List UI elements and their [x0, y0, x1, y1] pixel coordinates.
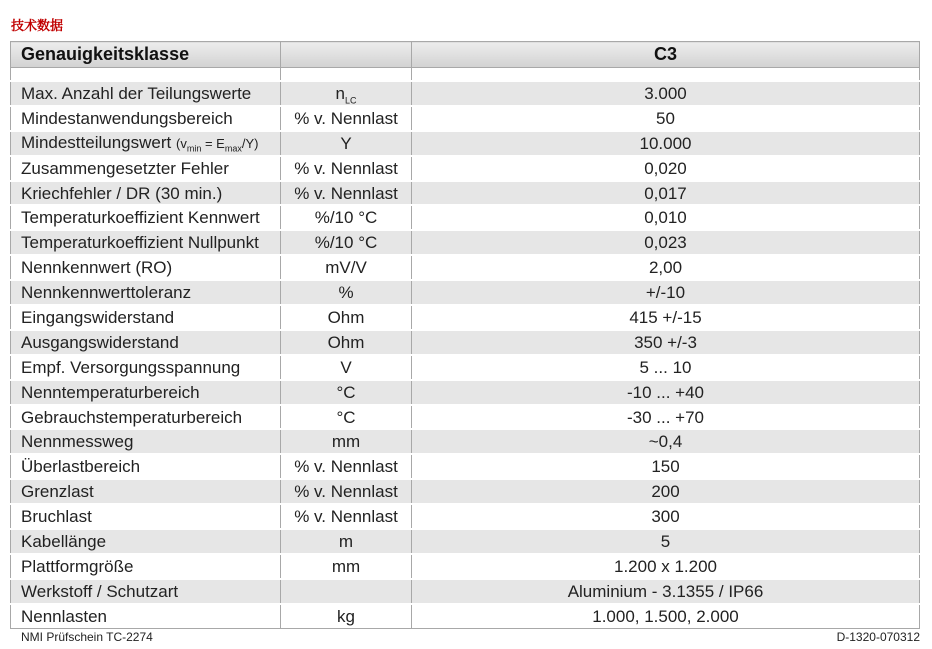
value-cell: 1.200 x 1.200	[412, 554, 920, 579]
value-cell: Aluminium - 3.1355 / IP66	[412, 579, 920, 604]
param-cell: Gebrauchstemperaturbereich	[11, 405, 281, 430]
param-cell: Nenntemperaturbereich	[11, 380, 281, 405]
value-cell: 0,020	[412, 156, 920, 181]
unit-cell	[281, 579, 412, 604]
param-cell: Nennmessweg	[11, 429, 281, 454]
table-row	[11, 454, 920, 479]
param-cell: Kriechfehler / DR (30 min.)	[11, 181, 281, 206]
value-cell: 200	[412, 479, 920, 504]
value-cell: 0,010	[412, 205, 920, 230]
value-cell: 0,017	[412, 181, 920, 206]
table-row	[11, 205, 920, 230]
param-cell: Temperaturkoeffizient Nullpunkt	[11, 230, 281, 255]
unit-cell: % v. Nennlast	[281, 156, 412, 181]
table-header-row	[11, 42, 920, 68]
value-cell: 5 ... 10	[412, 355, 920, 380]
value-cell: -10 ... +40	[412, 380, 920, 405]
param-note: $(v_{min} = E_{max}/Y)$	[175, 136, 259, 154]
table-row	[11, 156, 920, 181]
table-row	[11, 255, 920, 280]
table-row	[11, 330, 920, 355]
header-accuracy-class: Genauigkeitsklasse	[11, 42, 281, 68]
value-cell: ~0,4	[412, 429, 920, 454]
table-row	[11, 429, 920, 454]
unit-cell: m	[281, 529, 412, 554]
value-cell: 300	[412, 504, 920, 529]
param-cell: Zusammengesetzter Fehler	[11, 156, 281, 181]
param-cell: Empf. Versorgungsspannung	[11, 355, 281, 380]
param-cell: Temperaturkoeffizient Kennwert	[11, 205, 281, 230]
table-row	[11, 106, 920, 131]
header-spacer-row	[11, 68, 920, 82]
table-row	[11, 81, 920, 106]
value-cell: 1.000, 1.500, 2.000	[412, 604, 920, 628]
value-cell: 5	[412, 529, 920, 554]
unit-cell: kg	[281, 604, 412, 628]
value-cell: 50	[412, 106, 920, 131]
header-unit-cell	[281, 42, 412, 68]
value-cell: 350 +/-3	[412, 330, 920, 355]
unit-cell: Ohm	[281, 305, 412, 330]
param-cell: Max. Anzahl der Teilungswerte	[11, 81, 281, 106]
param-cell: Nennkennwert (RO)	[11, 255, 281, 280]
unit-cell: %/10 °C	[281, 230, 412, 255]
param-cell: Überlastbereich	[11, 454, 281, 479]
unit-cell: %	[281, 280, 412, 305]
param-cell: Plattformgröße	[11, 554, 281, 579]
unit-cell: % v. Nennlast	[281, 504, 412, 529]
value-cell: 3.000	[412, 81, 920, 106]
unit-cell: % v. Nennlast	[281, 479, 412, 504]
unit-cell: mm	[281, 429, 412, 454]
param-cell: Ausgangswiderstand	[11, 330, 281, 355]
table-row	[11, 479, 920, 504]
table-row	[11, 280, 920, 305]
unit-cell: Y	[281, 131, 412, 156]
value-cell: 0,023	[412, 230, 920, 255]
table-row	[11, 131, 920, 156]
table-row	[11, 405, 920, 430]
param-cell: Mindestteilungswert $(v_{min} = E_{max}/Y)$	[11, 131, 281, 156]
unit-cell: mV/V	[281, 255, 412, 280]
value-cell: 10.000	[412, 131, 920, 156]
value-cell: 2,00	[412, 255, 920, 280]
param-cell: Kabellänge	[11, 529, 281, 554]
table-row	[11, 355, 920, 380]
unit-cell: $n_{LC}$	[281, 81, 412, 106]
table-row	[11, 504, 920, 529]
table-row	[11, 305, 920, 330]
table-row	[11, 579, 920, 604]
param-cell: Nennkennwerttoleranz	[11, 280, 281, 305]
document-id: D-1320-070312	[836, 630, 920, 644]
unit-cell: Ohm	[281, 330, 412, 355]
section-heading: 技术数据	[11, 19, 64, 34]
table-row	[11, 604, 920, 628]
param-cell: Bruchlast	[11, 504, 281, 529]
technical-data-table	[10, 41, 920, 629]
table-row	[11, 380, 920, 405]
value-cell: 150	[412, 454, 920, 479]
unit-cell: % v. Nennlast	[281, 454, 412, 479]
value-cell: +/-10	[412, 280, 920, 305]
value-cell: 415 +/-15	[412, 305, 920, 330]
unit-cell: °C	[281, 380, 412, 405]
table-row	[11, 181, 920, 206]
param-cell: Grenzlast	[11, 479, 281, 504]
param-cell: Eingangswiderstand	[11, 305, 281, 330]
unit-cell: % v. Nennlast	[281, 181, 412, 206]
table-row	[11, 230, 920, 255]
param-cell: Mindestanwendungsbereich	[11, 106, 281, 131]
header-class-value: C3	[412, 42, 920, 68]
param-cell: Nennlasten	[11, 604, 281, 628]
unit-cell: V	[281, 355, 412, 380]
unit-cell: %/10 °C	[281, 205, 412, 230]
unit-cell: °C	[281, 405, 412, 430]
table-row	[11, 529, 920, 554]
value-cell: -30 ... +70	[412, 405, 920, 430]
param-cell: Werkstoff / Schutzart	[11, 579, 281, 604]
table-row	[11, 554, 920, 579]
certificate-number: NMI Prüfschein TC-2274	[21, 630, 153, 644]
unit-cell: mm	[281, 554, 412, 579]
unit-cell: % v. Nennlast	[281, 106, 412, 131]
